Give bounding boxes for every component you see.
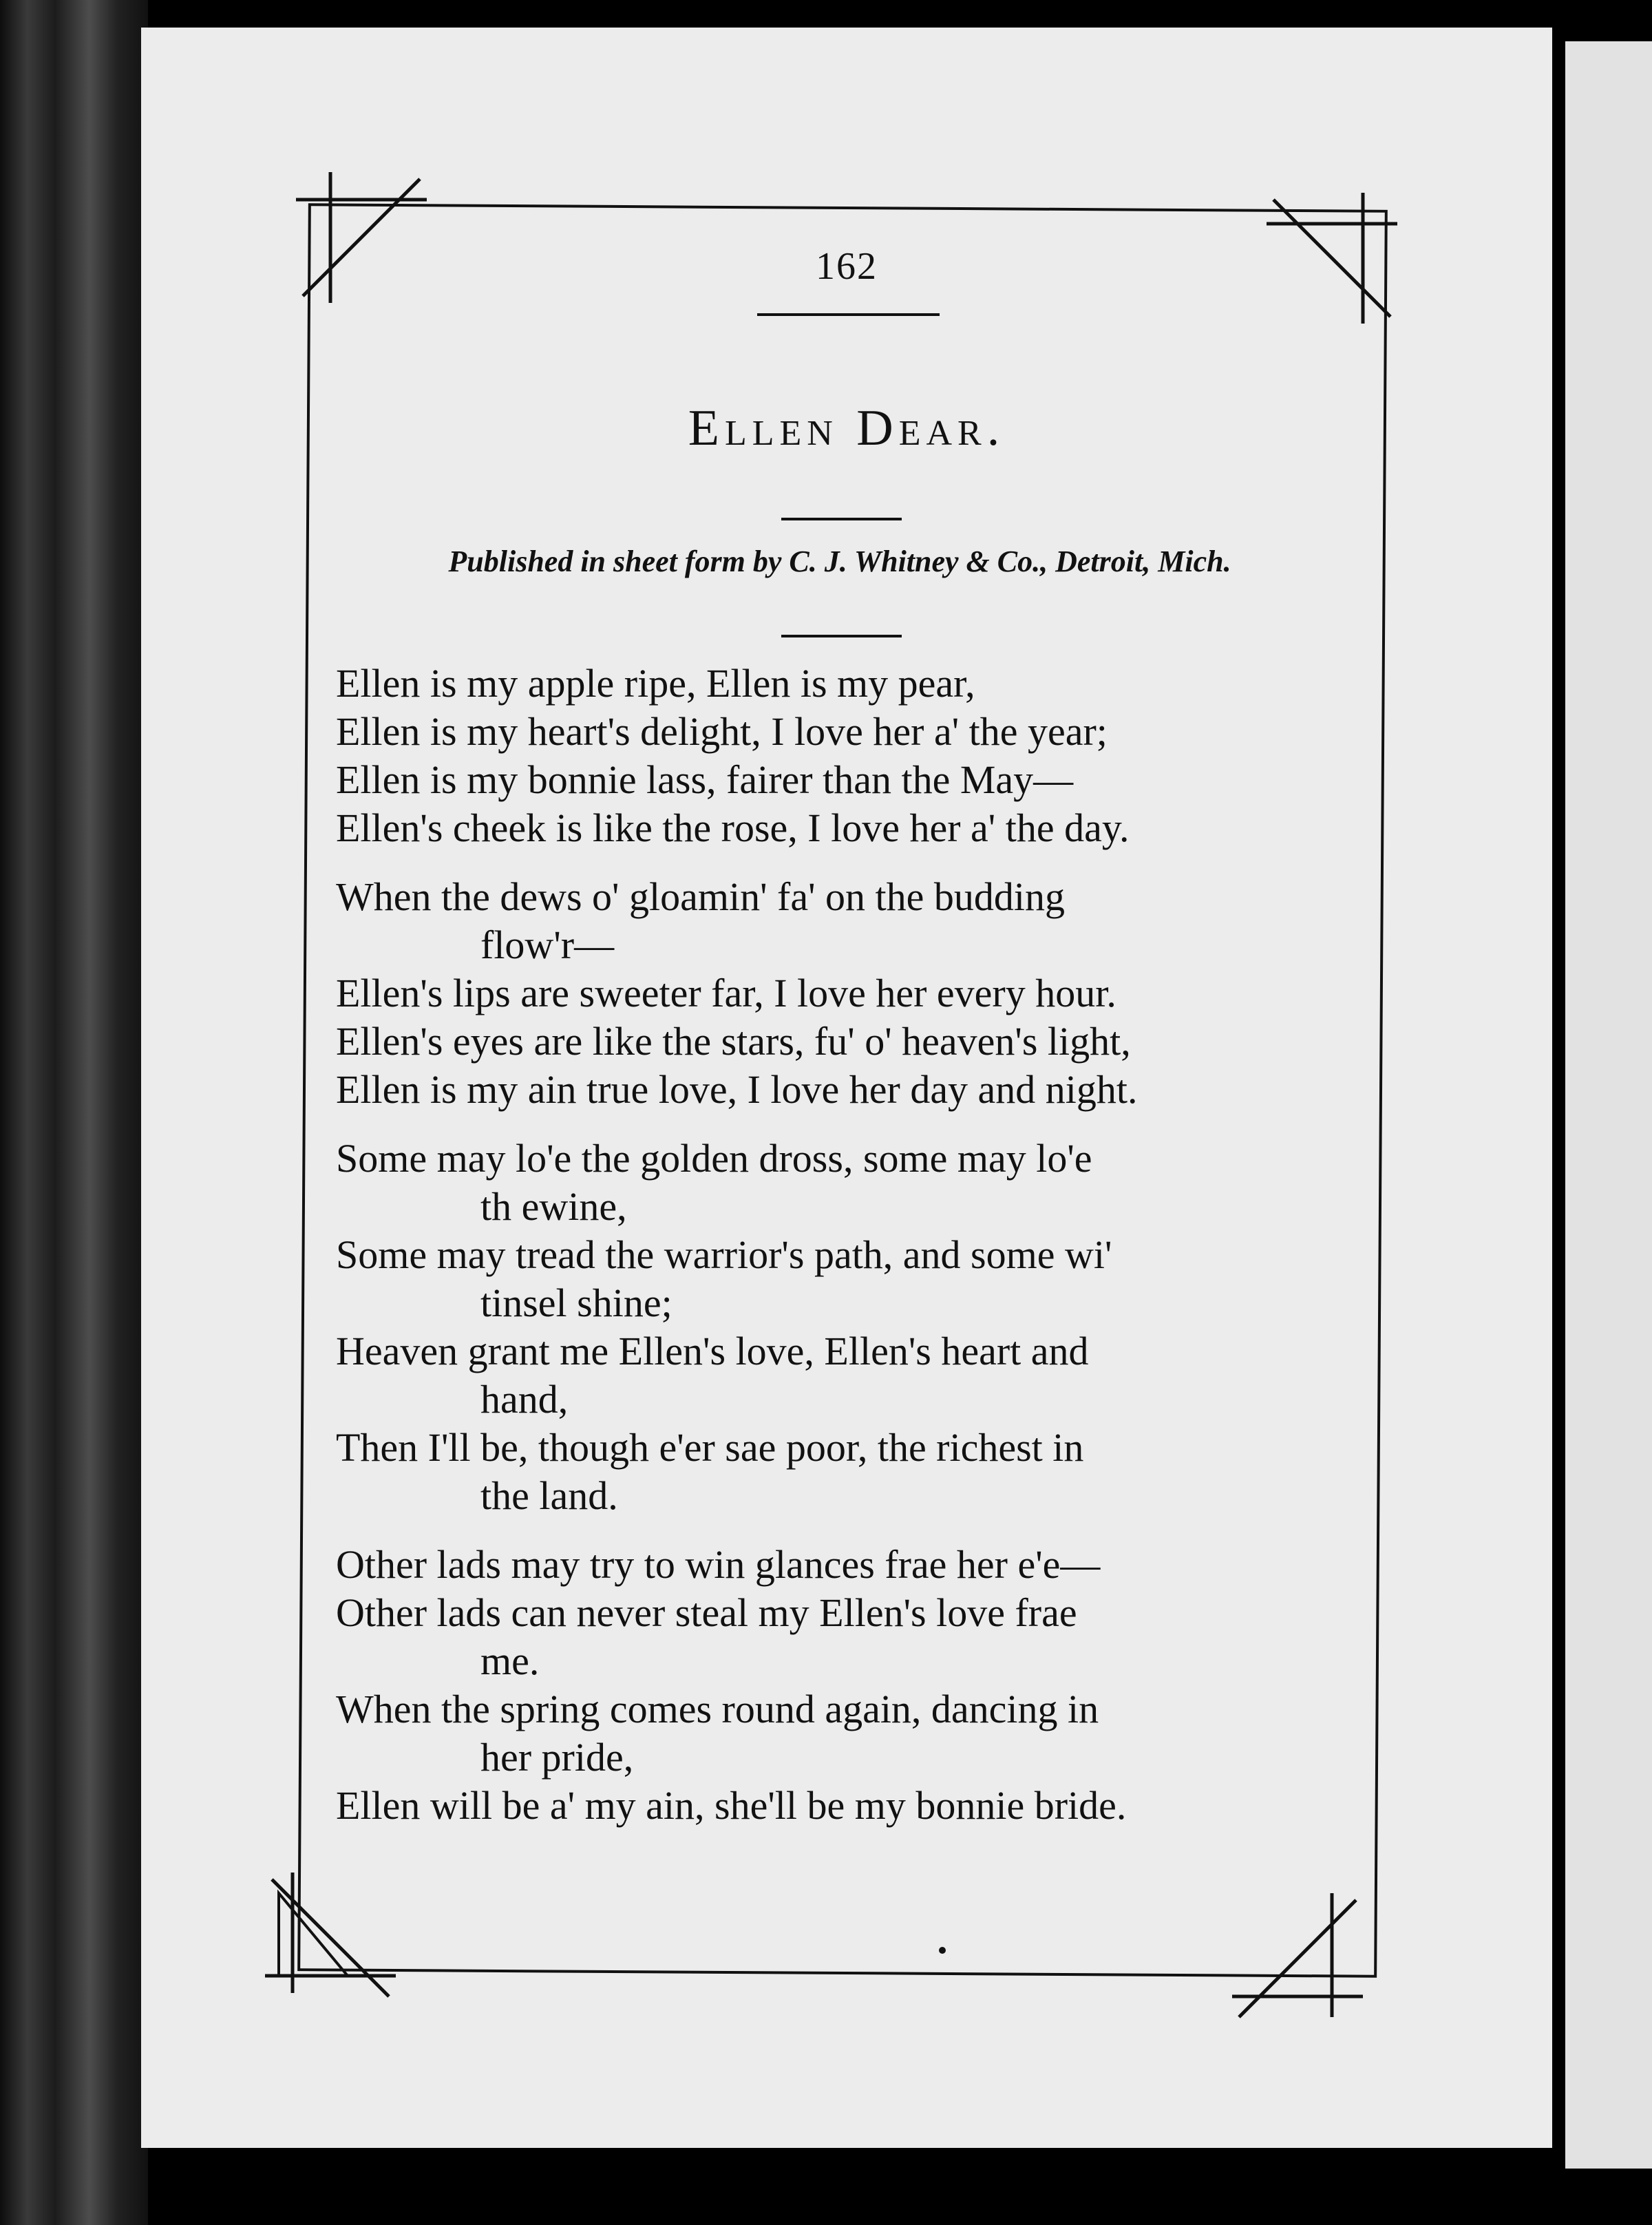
poem-line [336,1231,1355,1327]
publication-note: Published in sheet form by C. J. Whitney & Co., Detroit, Mich. [448,545,1231,578]
poem-line-text: Some may tread the warrior's path, and some wi' [336,1232,1112,1277]
ornament-dot [939,1947,946,1954]
poem-line-text: Ellen is my apple ripe, Ellen is my pear, [336,661,975,706]
poem-line [336,1782,1355,1830]
poem-line-text: Heaven grant me Ellen's love, Ellen's heart and [336,1329,1089,1373]
poem-line-continuation: th ewine, [480,1184,627,1229]
page-number: 162 [816,245,878,288]
divider-under-note [781,635,902,637]
corner-ornament-top-left [296,172,427,303]
poem-stanza [336,873,1355,1114]
poem-line-continuation: her pride, [480,1735,634,1780]
poem-line-text: Other lads may try to win glances frae her e'e— [336,1542,1101,1587]
poem-line-continuation: hand, [480,1377,569,1422]
poem-line [336,1424,1355,1520]
poem-line-text: Some may lo'e the golden dross, some may lo'e [336,1136,1092,1181]
poem-body [336,660,1355,1850]
poem-line-continuation: tinsel shine; [480,1280,673,1325]
song-title: Ellen Dear. [688,400,1006,456]
poem-stanza [336,1135,1355,1520]
poem-line-continuation: the land. [480,1473,618,1518]
poem-line-text: Ellen's lips are sweeter far, I love her every hour. [336,971,1116,1015]
poem-line [336,1017,1355,1066]
poem-line [336,660,1355,708]
poem-line-text: Other lads can never steal my Ellen's love frae [336,1590,1077,1635]
next-page-edge [1557,41,1652,2169]
poem-line [336,708,1355,756]
poem-line [336,1541,1355,1589]
poem-line [336,756,1355,804]
poem-line [336,1327,1355,1424]
corner-ornament-bottom-left [265,1873,396,2003]
poem-stanza [336,660,1355,852]
poem-line-text: Ellen is my bonnie lass, fairer than the May— [336,757,1074,802]
poem-stanza [336,1541,1355,1830]
poem-line-text: Ellen is my heart's delight, I love her a' the year; [336,709,1108,754]
poem-line-text: When the spring comes round again, dancing in [336,1687,1099,1731]
poem-line [336,804,1355,852]
book-binding [0,0,148,2225]
poem-line [336,873,1355,969]
poem-line-text: When the dews o' gloamin' fa' on the budding [336,874,1066,919]
poem-line [336,1135,1355,1231]
corner-ornament-top-right [1267,193,1397,324]
poem-line [336,1685,1355,1782]
corner-ornament-bottom-right [1232,1893,1363,2024]
poem-line [336,1589,1355,1685]
poem-line-text: Ellen's eyes are like the stars, fu' o' heaven's light, [336,1019,1131,1064]
poem-line-continuation: me. [480,1638,540,1683]
poem-line-text: Then I'll be, though e'er sae poor, the richest in [336,1425,1084,1470]
poem-line-text: Ellen is my ain true love, I love her day and night. [336,1067,1138,1112]
poem-line-text: Ellen will be a' my ain, she'll be my bonnie bride. [336,1783,1127,1828]
divider-under-page-number [757,313,940,316]
poem-line-continuation: flow'r— [480,922,615,967]
divider-under-title [781,518,902,520]
poem-line-text: Ellen's cheek is like the rose, I love her a' the day. [336,805,1130,850]
poem-line [336,1066,1355,1114]
poem-line [336,969,1355,1017]
